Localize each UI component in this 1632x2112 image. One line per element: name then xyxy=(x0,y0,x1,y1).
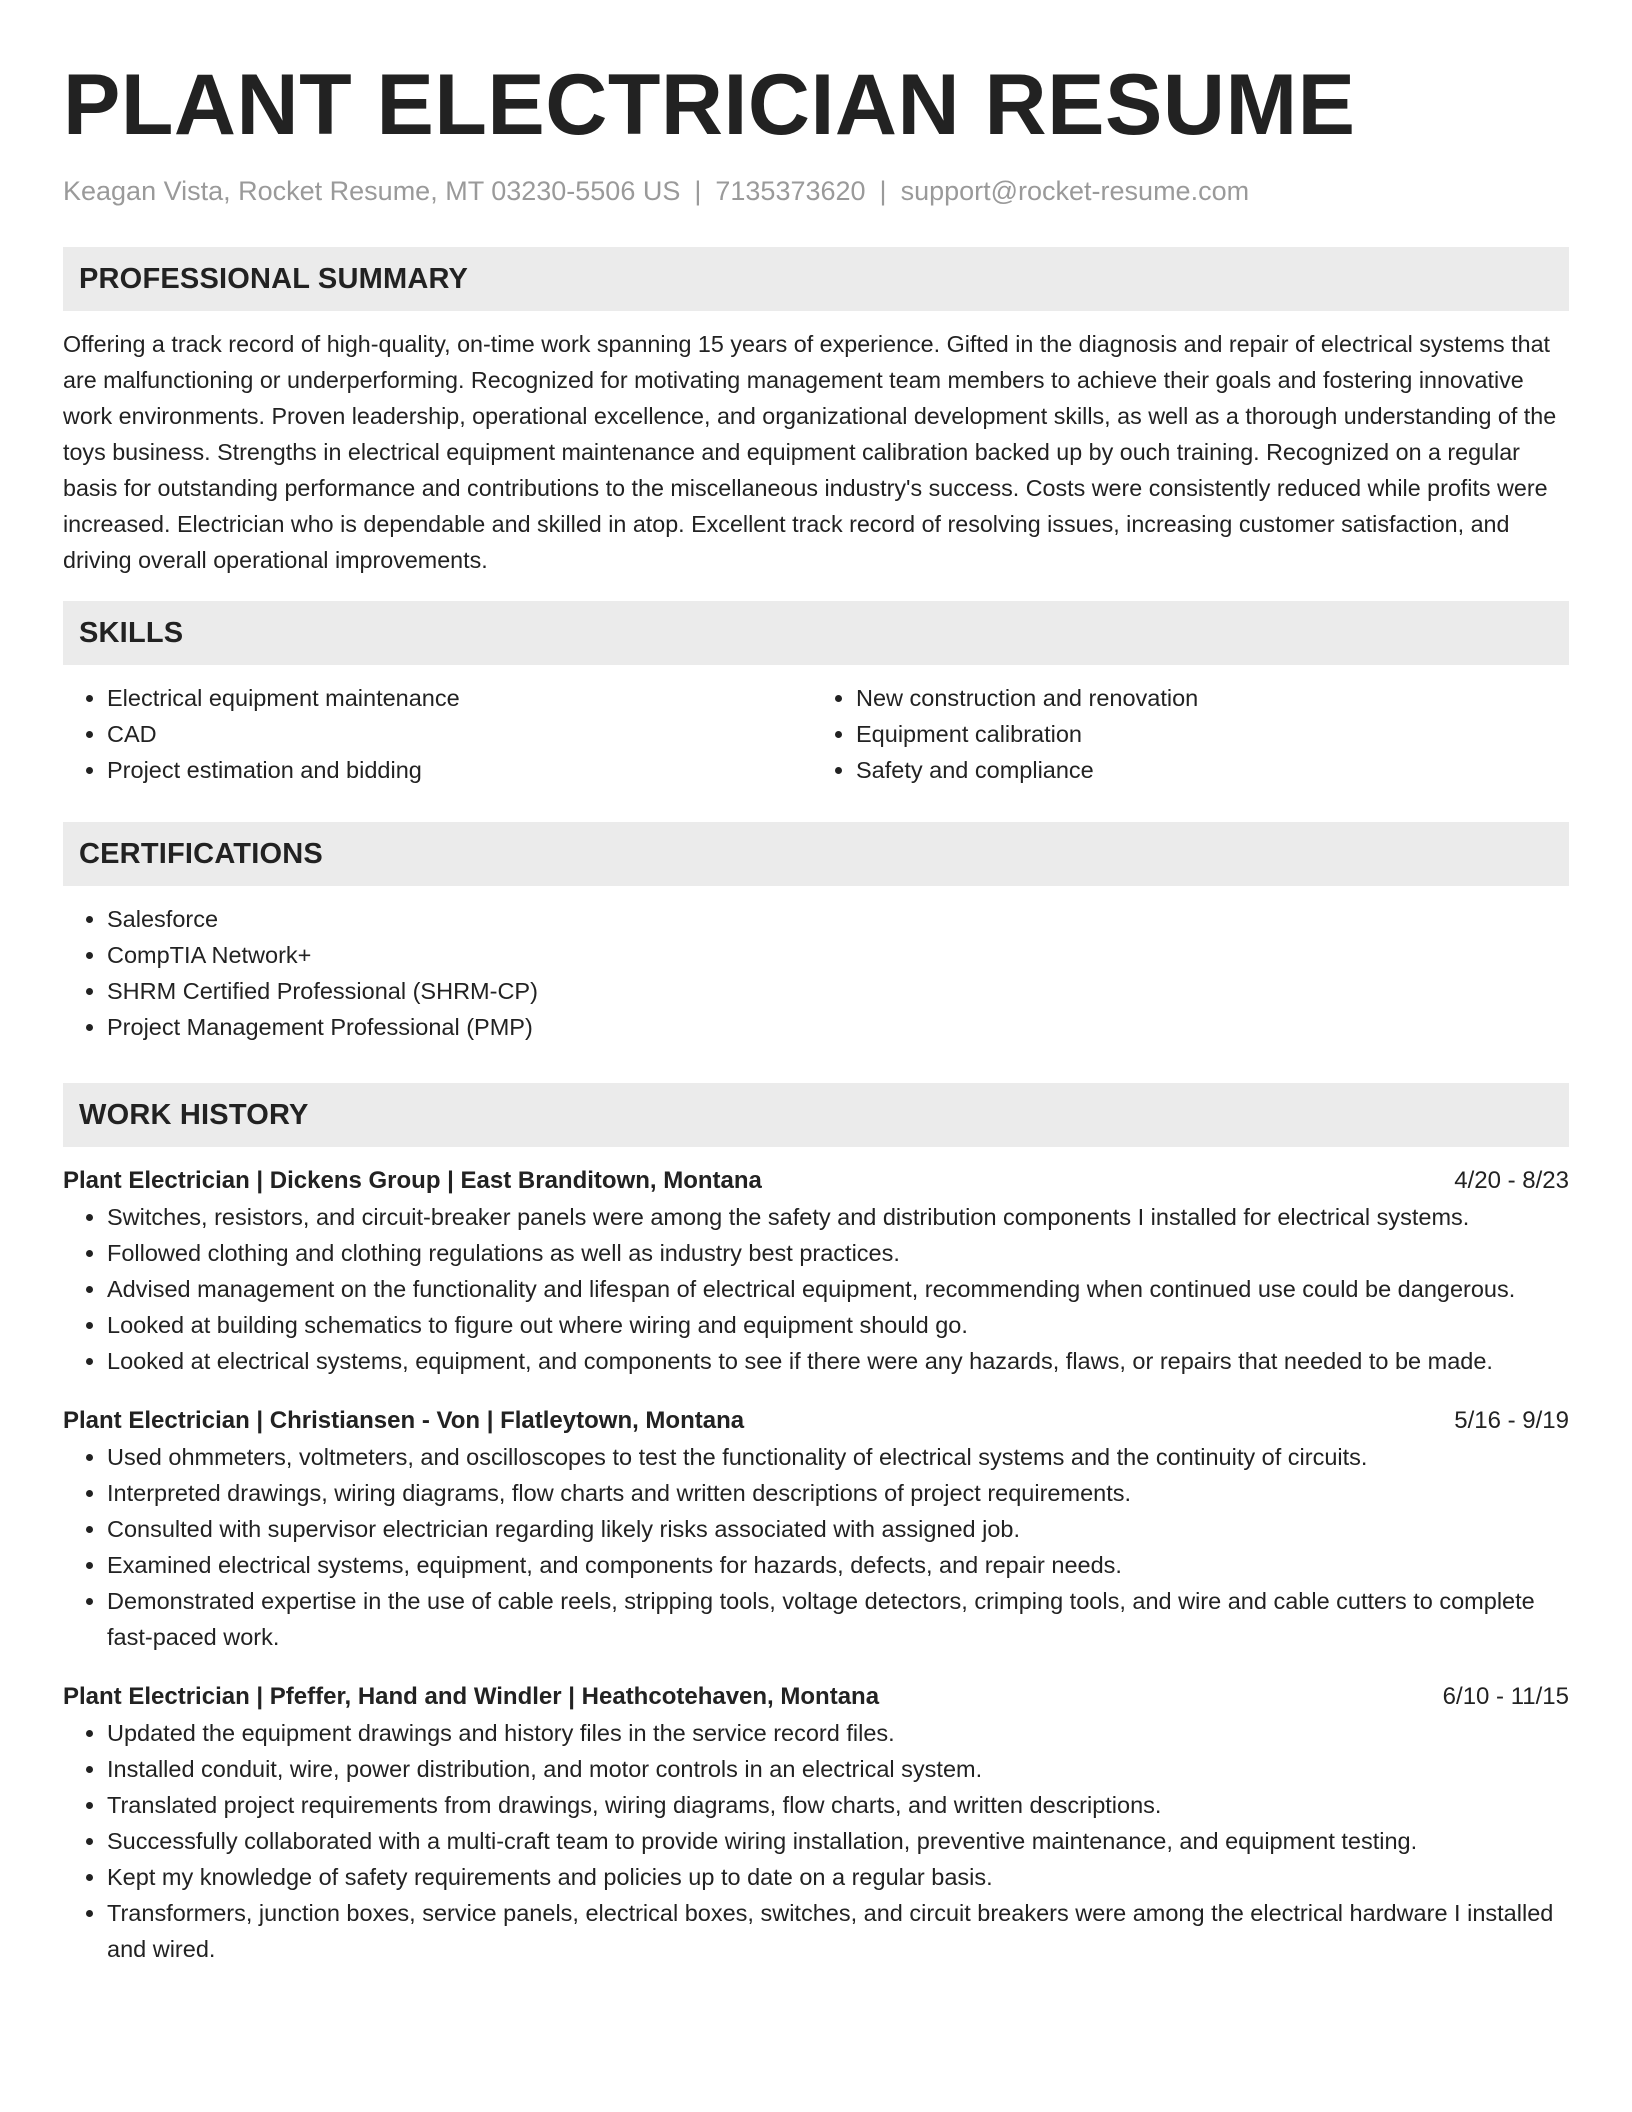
job-bullet: • Consulted with supervisor electrician regarding likely risks associated with assigned job. xyxy=(107,1511,1569,1547)
job-bullets xyxy=(63,1715,1569,1967)
section-heading-summary: PROFESSIONAL SUMMARY xyxy=(63,247,1569,311)
job-header xyxy=(63,1163,1569,1199)
job-dates: 6/10 - 11/15 xyxy=(1442,1683,1569,1710)
summary-text: Offering a track record of high-quality, on-time work spanning 15 years of experience. Gifted in the diagnosis and repair of electrical systems that are malfunctioning or underperforming. Recognized for motivating management team members to achieve their goals and fostering innovative work environments. Proven leadership, operational excellence, and organizational development skills, as well as a thorough understanding of the toys business. Strengths in electrical equipment maintenance and equipment calibration backed up by ouch training. Recognized on a regular basis for outstanding performance and contributions to the miscellaneous industry's success. Costs were consistently reduced while profits were increased. Electrician who is dependable and skilled in atop. Excellent track record of resolving issues, increasing customer satisfaction, and driving overall operational improvements. xyxy=(63,331,1557,573)
contact-email: support@rocket-resume.com xyxy=(900,176,1250,206)
section-heading-certifications: CERTIFICATIONS xyxy=(63,822,1569,886)
skill-item: • CAD xyxy=(107,716,816,752)
job-title: Plant Electrician | Pfeffer, Hand and Windler | Heathcotehaven, Montana xyxy=(63,1683,880,1710)
certification-item: • SHRM Certified Professional (SHRM-CP) xyxy=(107,973,1569,1009)
skill-item: • Electrical equipment maintenance xyxy=(107,680,816,716)
skill-item: • Project estimation and bidding xyxy=(107,752,816,788)
job-bullet: • Updated the equipment drawings and history files in the service record files. xyxy=(107,1715,1569,1751)
job-header xyxy=(63,1679,1569,1715)
job-title: Plant Electrician | Christiansen - Von | Flatleytown, Montana xyxy=(63,1407,745,1434)
job-bullet: • Kept my knowledge of safety requirements and policies up to date on a regular basis. xyxy=(107,1859,1569,1895)
job-bullet: • Looked at building schematics to figure out where wiring and equipment should go. xyxy=(107,1307,1569,1343)
section-heading-work-history: WORK HISTORY xyxy=(63,1083,1569,1147)
job-bullet: • Examined electrical systems, equipment, and components for hazards, defects, and repair needs. xyxy=(107,1547,1569,1583)
job-bullet: • Demonstrated expertise in the use of cable reels, stripping tools, voltage detectors, crimping tools, and wire and cable cutters to complete fast-paced work. xyxy=(107,1583,1569,1655)
job-bullet: • Advised management on the functionality and lifespan of electrical equipment, recommending when continued use could be dangerous. xyxy=(107,1271,1569,1307)
job-bullet: • Followed clothing and clothing regulations as well as industry best practices. xyxy=(107,1235,1569,1271)
contact-line xyxy=(63,176,1569,207)
contact-separator: | xyxy=(694,176,702,206)
job-dates: 4/20 - 8/23 xyxy=(1454,1167,1569,1194)
job-bullet: • Transformers, junction boxes, service panels, electrical boxes, switches, and circuit breakers were among the electrical hardware I installed and wired. xyxy=(107,1895,1569,1967)
skills-list xyxy=(63,680,1569,788)
certifications-list xyxy=(63,901,1569,1045)
job-dates: 5/16 - 9/19 xyxy=(1454,1407,1569,1434)
job-bullets xyxy=(63,1439,1569,1655)
certification-item: • Project Management Professional (PMP) xyxy=(107,1009,1569,1045)
skill-item: • Safety and compliance xyxy=(856,752,1569,788)
job-bullet: • Successfully collaborated with a multi-craft team to provide wiring installation, preventive maintenance, and equipment testing. xyxy=(107,1823,1569,1859)
job-bullet: • Installed conduit, wire, power distribution, and motor controls in an electrical system. xyxy=(107,1751,1569,1787)
certification-item: • CompTIA Network+ xyxy=(107,937,1569,973)
skills-column-left xyxy=(63,680,816,788)
skill-item: • Equipment calibration xyxy=(856,716,1569,752)
section-heading-skills: SKILLS xyxy=(63,601,1569,665)
resume-title: PLANT ELECTRICIAN RESUME xyxy=(63,57,1356,153)
contact-address: Keagan Vista, Rocket Resume, MT 03230-5506 US xyxy=(63,176,681,206)
job-bullets xyxy=(63,1199,1569,1379)
job-bullet: • Translated project requirements from drawings, wiring diagrams, flow charts, and written descriptions. xyxy=(107,1787,1569,1823)
contact-phone: 7135373620 xyxy=(715,176,866,206)
certification-item: • Salesforce xyxy=(107,901,1569,937)
contact-separator: | xyxy=(879,176,887,206)
job-bullet: • Looked at electrical systems, equipment, and components to see if there were any hazards, flaws, or repairs that needed to be made. xyxy=(107,1343,1569,1379)
job-bullet: • Used ohmmeters, voltmeters, and oscilloscopes to test the functionality of electrical systems and the continuity of circuits. xyxy=(107,1439,1569,1475)
skills-column-right xyxy=(816,680,1569,788)
job-header xyxy=(63,1403,1569,1439)
job-title: Plant Electrician | Dickens Group | East Branditown, Montana xyxy=(63,1167,762,1194)
job-bullet: • Switches, resistors, and circuit-breaker panels were among the safety and distribution components I installed for electrical systems. xyxy=(107,1199,1569,1235)
skill-item: • New construction and renovation xyxy=(856,680,1569,716)
job-bullet: • Interpreted drawings, wiring diagrams, flow charts and written descriptions of project requirements. xyxy=(107,1475,1569,1511)
